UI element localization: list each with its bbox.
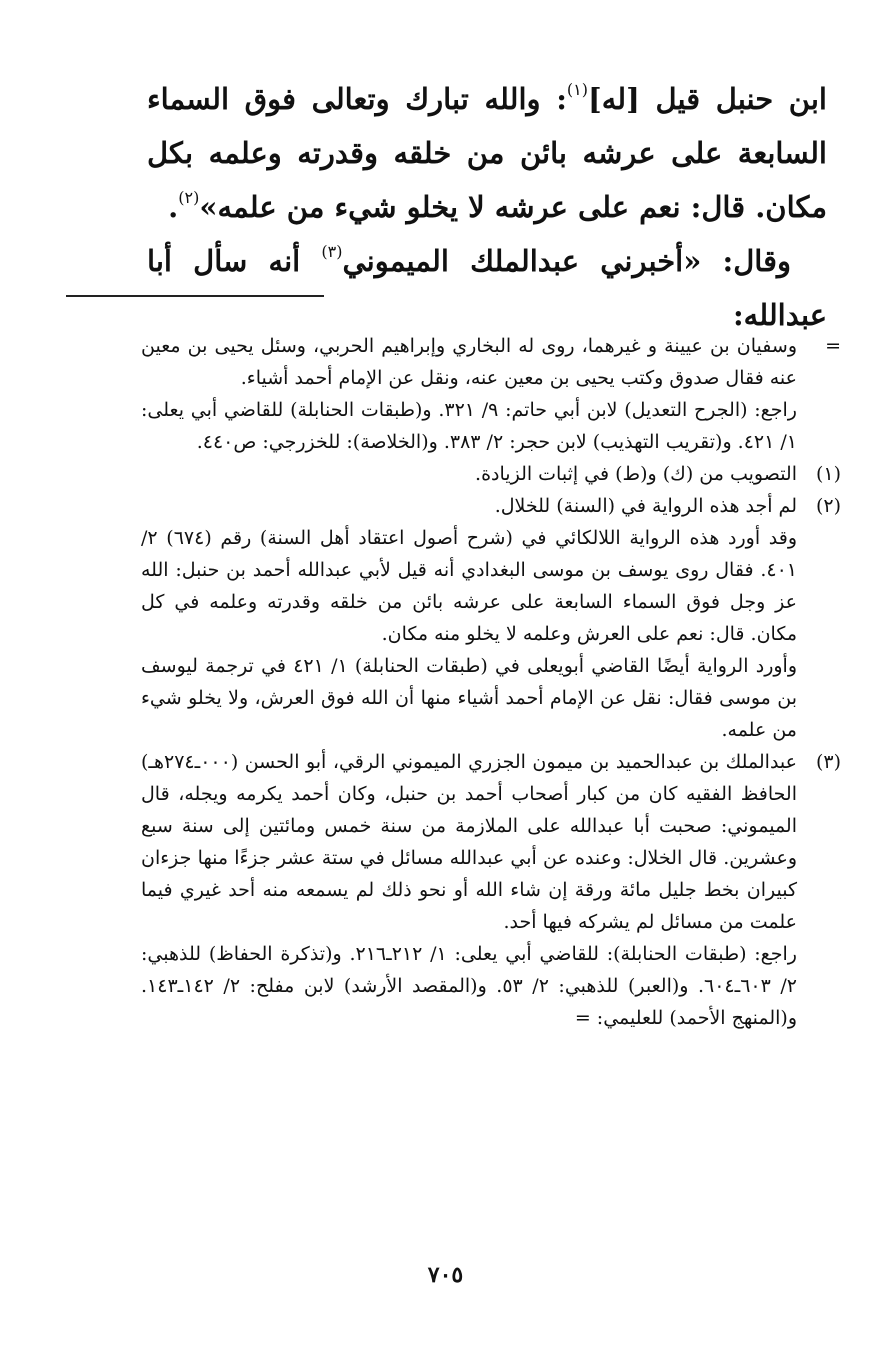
footnote-3	[141, 746, 841, 1034]
continuation-mark: =	[825, 335, 841, 357]
footnote-paragraph: لم أجد هذه الرواية في (السنة) للخلال.	[494, 495, 797, 517]
footnote-number: (٣)	[815, 751, 841, 773]
footnotes	[141, 330, 841, 1034]
footnote-paragraph: وسفيان بن عيينة و غيرهما، روى له البخاري وإبراهيم الحربي، وسئل يحيى بن معين عنه فقال صدوق وكتب يحيى بن معين عنه، ونقل عن الإمام أحمد أشياء.	[141, 335, 797, 389]
footnote-2	[141, 490, 841, 746]
main-paragraph-1	[147, 72, 827, 234]
main-text-segment: .	[168, 190, 179, 224]
footnote-ref-1[interactable]: (١)	[566, 80, 588, 99]
main-text-segment: : والله تبارك وتعالى فوق السماء السابعة على عرشه بائن من خلقه وقدرته وعلمه بكل مكان. قال: نعم على عرشه لا يخلو شيء من علمه»	[147, 82, 827, 224]
main-text-segment: وقال: «أخبرني عبدالملك الميموني	[342, 244, 792, 278]
main-text	[147, 72, 827, 342]
footnote-paragraph: عبدالملك بن عبدالحميد بن ميمون الجزري الميموني الرقي، أبو الحسن (٠٠٠ـ٢٧٤هـ) الحافظ الفقيه كان من كبار أصحاب أحمد بن حنبل، وكان أحمد يكرمه ويجله، قال الميموني: صحبت أبا عبدالله على الملازمة من سنة خمس ومائتين إلى سنة سبع وعشرين. قال الخلال: وعنده عن أبي عبدالله مسائل في ستة عشر جزءًا منها جزءان كبيران بخط جليل مائة ورقة إن شاء الله أو نحو ذلك لم يسمعه منه أحد غيري فيما علمت من مسائل لم يشركه فيها أحد.	[141, 751, 797, 933]
footnote-continuation	[141, 330, 841, 458]
footnote-ref-3[interactable]: (٣)	[321, 242, 343, 261]
footnote-1	[141, 458, 841, 490]
main-text-segment: ابن حنبل قيل [له]	[588, 82, 827, 116]
page-number: ٧٠٥	[427, 1262, 464, 1288]
footnote-separator	[66, 295, 324, 297]
footnote-paragraph: راجع: (طبقات الحنابلة): للقاضي أبي يعلى: ١/ ٢١٢ـ٢١٦. و(تذكرة الحفاظ) للذهبي: ٢/ ٦٠٣ـ٦٠٤. و(العبر) للذهبي: ٢/ ٥٣. و(المقصد الأرشد) لابن مفلح: ٢/ ١٤٢ـ١٤٣. و(المنهج الأحمد) للعليمي: =	[141, 943, 797, 1029]
footnote-number: (٢)	[815, 495, 841, 517]
main-paragraph-2	[147, 234, 827, 342]
footnote-number: (١)	[815, 463, 841, 485]
main-text-segment: أنه سأل أبا عبدالله:	[147, 244, 827, 332]
footnote-paragraph: راجع: (الجرح التعديل) لابن أبي حاتم: ٩/ ٣٢١. و(طبقات الحنابلة) للقاضي أبي يعلى: ١/ ٤٢١. و(تقريب التهذيب) لابن حجر: ٢/ ٣٨٣. و(الخلاصة): للخزرجي: ص٤٤٠.	[141, 399, 797, 453]
footnote-paragraph: وأورد الرواية أيضًا القاضي أبويعلى في (طبقات الحنابلة) ١/ ٤٢١ في ترجمة ليوسف بن موسى فقال: نقل عن الإمام أحمد أشياء منها أن الله فوق العرش، ولا يخلو شيء من علمه.	[141, 655, 797, 741]
footnote-paragraph: التصويب من (ك) و(ط) في إثبات الزيادة.	[475, 463, 797, 485]
footnote-paragraph: وقد أورد هذه الرواية اللالكائي في (شرح أصول اعتقاد أهل السنة) رقم (٦٧٤) ٢/ ٤٠١. فقال روى يوسف بن موسى البغدادي أنه قيل لأبي عبدالله أحمد بن حنبل: الله عز وجل فوق السماء السابعة على عرشه بائن من خلقه وقدرته وعلمه في كل مكان. قال: نعم على العرش وعلمه لا يخلو منه مكان.	[141, 527, 798, 645]
footnote-ref-2[interactable]: (٢)	[178, 188, 200, 207]
